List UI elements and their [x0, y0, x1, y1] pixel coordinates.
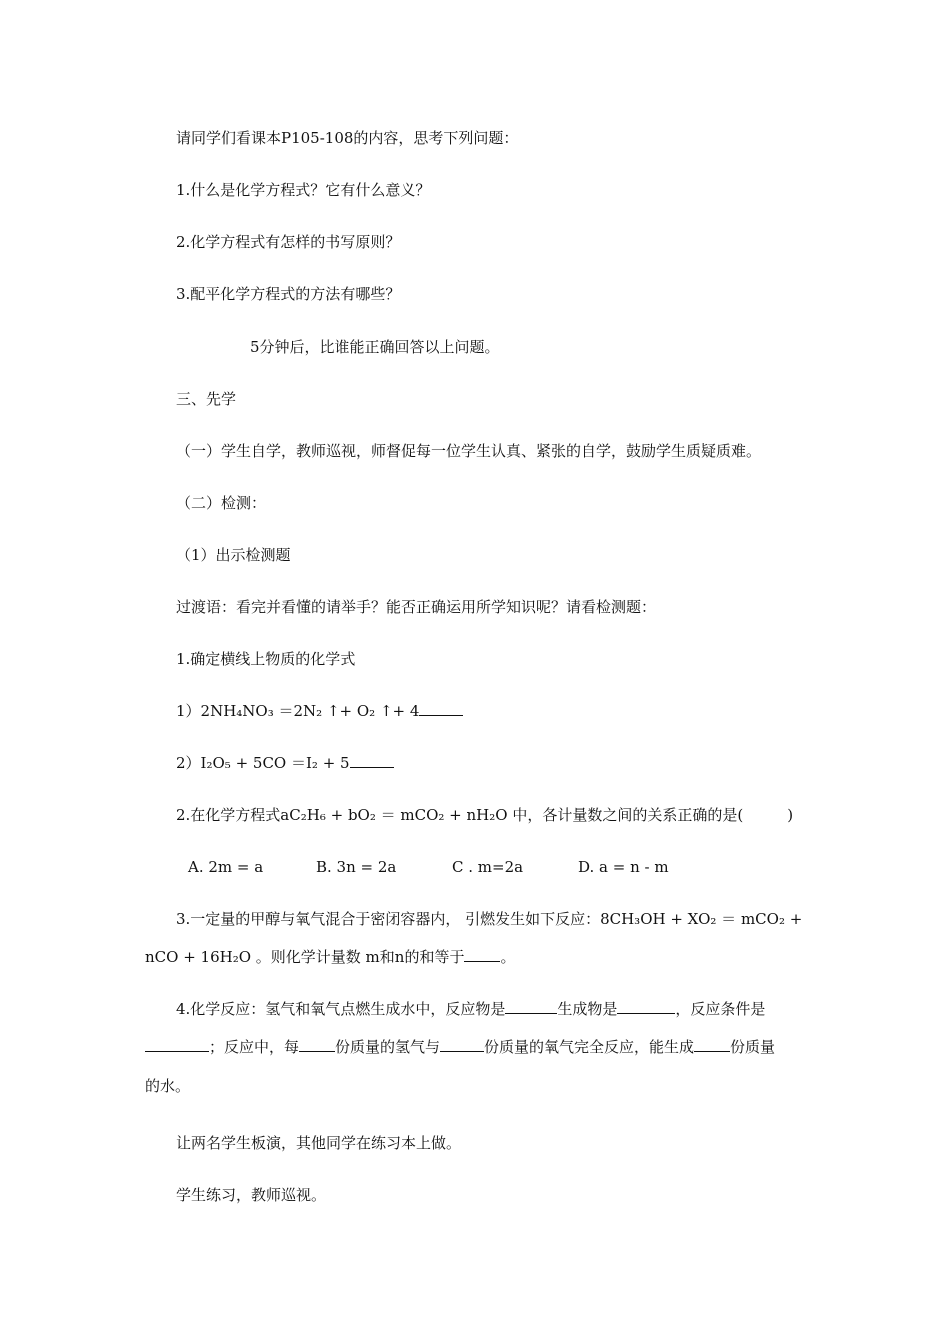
section-heading: 三、先学 — [176, 390, 237, 408]
answer-blank — [464, 949, 500, 962]
q4-part-d: ；反应中，每 — [209, 1038, 300, 1056]
transition-text: 过渡语：看完并看懂的请举手？能否正确运用所学知识呢？请看检测题： — [176, 598, 657, 616]
intro-text: 请同学们看课本P105-108的内容，思考下列问题： — [176, 129, 519, 147]
q3-line2-text: nCO + 16H₂O 。则化学计量数 m和n的和等于 — [145, 948, 465, 966]
five-minute-note: 5分钟后，比谁能正确回答以上问题。 — [250, 338, 500, 356]
q4-part-a: 4.化学反应：氢气和氧气点燃生成水中，反应物是 — [176, 1000, 506, 1018]
q4-part-c: ，反应条件是 — [675, 1000, 766, 1018]
q1-equation-2 — [176, 753, 394, 773]
self-study-text: （一）学生自学，教师巡视，师督促每一位学生认真、紧张的自学，鼓励学生质疑质难。 — [176, 442, 762, 460]
q2-text — [176, 805, 793, 825]
q4-part-b: 生成物是 — [557, 1000, 618, 1018]
q2-options — [188, 857, 669, 877]
test-heading: （二）检测： — [176, 494, 267, 512]
answer-blank — [505, 1001, 557, 1014]
answer-blank — [145, 1039, 209, 1052]
answer-blank — [440, 1039, 484, 1052]
question-3: 3.配平化学方程式的方法有哪些？ — [176, 285, 401, 303]
answer-blank — [419, 703, 463, 716]
q2-close: ) — [787, 806, 794, 824]
answer-blank — [694, 1039, 730, 1052]
practice-text: 学生练习，教师巡视。 — [176, 1186, 327, 1204]
option-c: C . m=2a — [452, 858, 524, 876]
q3-line-1: 3.一定量的甲醇与氧气混合于密闭容器内， 引燃发生如下反应：8CH₃OH + XO₂ ＝ mCO₂ + — [176, 910, 803, 928]
q4-line-2 — [145, 1037, 775, 1057]
q1-1-text: 2NH₄NO₃ ＝2N₂ ↑+ O₂ ↑+ 4 — [200, 702, 420, 720]
q2-stem: 2.在化学方程式aC₂H₆ + bO₂ ＝ mCO₂ + nH₂O 中，各计量数之间的关系正确的是( — [176, 806, 744, 824]
q4-part-e: 份质量的氢气与 — [335, 1038, 441, 1056]
question-2: 2.化学方程式有怎样的书写原则？ — [176, 233, 401, 251]
option-a: A. 2m = a — [188, 858, 264, 876]
option-b: B. 3n = 2a — [316, 858, 397, 876]
board-text: 让两名学生板演，其他同学在练习本上做。 — [176, 1134, 462, 1152]
option-d: D. a = n - m — [578, 858, 669, 876]
q1-2-text: I₂O₅ + 5CO ＝I₂ + 5 — [200, 754, 350, 772]
q4-line-3: 的水。 — [145, 1077, 191, 1095]
question-1: 1.什么是化学方程式？它有什么意义？ — [176, 181, 431, 199]
q3-line-2 — [145, 947, 515, 967]
q4-part-f: 份质量的氧气完全反应，能生成 — [484, 1038, 695, 1056]
answer-blank — [617, 1001, 675, 1014]
q4-part-g: 份质量 — [730, 1038, 776, 1056]
q1-title: 1.确定横线上物质的化学式 — [176, 650, 356, 668]
q1-2-prefix: 2） — [176, 754, 201, 772]
q3-end: 。 — [500, 948, 516, 966]
q1-1-prefix: 1） — [176, 702, 201, 720]
answer-blank — [350, 755, 394, 768]
show-test-heading: （1）出示检测题 — [176, 546, 291, 564]
q4-line-1 — [176, 999, 765, 1019]
answer-blank — [299, 1039, 335, 1052]
q1-equation-1 — [176, 701, 463, 721]
